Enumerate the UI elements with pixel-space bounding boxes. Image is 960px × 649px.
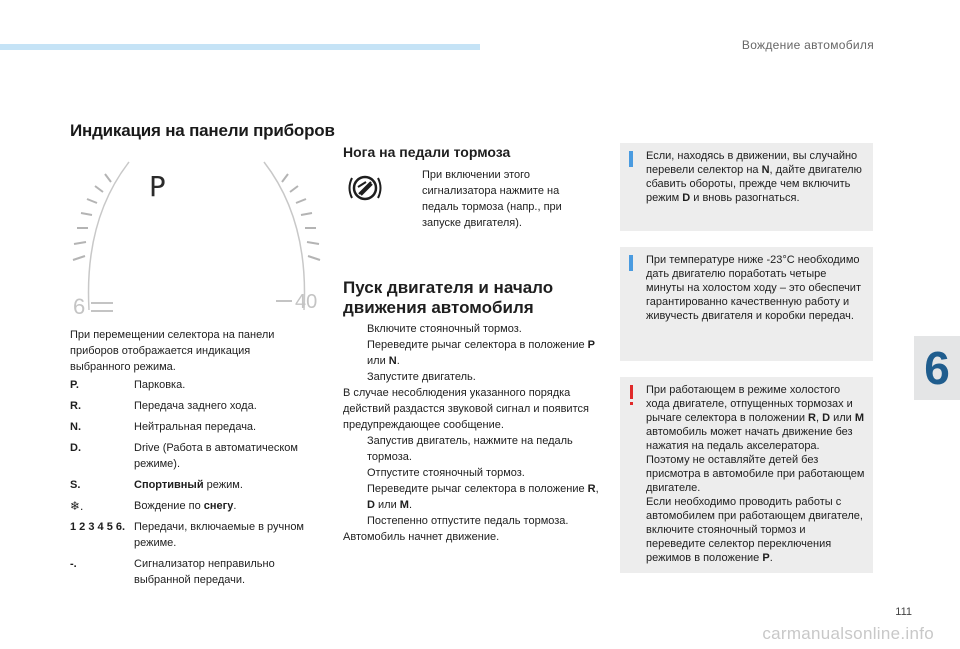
gear-indicator: P <box>149 170 166 203</box>
bullet-icon <box>343 321 367 337</box>
legend-row-d: D. Drive (Работа в автоматическом режиме). <box>70 442 298 470</box>
info-note-neutral: Если, находясь в движении, вы случайно перевели селектор на N, дайте двигателю сбавить обороты, прежде чем включить режим D и вновь разогнаться. <box>620 143 873 231</box>
legend-row-s: S. Спортивный режим. <box>70 479 243 491</box>
legend-row-p: P. Парковка. <box>70 379 186 391</box>
legend-row-manual: 1 2 3 4 5 6. Передачи, включаемые в ручном режиме. <box>70 521 304 549</box>
step-item: Переведите рычаг селектора в положение P или N. <box>343 337 605 369</box>
bullet-icon <box>343 513 367 529</box>
watermark: carmanualsonline.info <box>762 624 934 643</box>
legend-row-snow: ❄. Вождение по снегу. <box>70 499 237 513</box>
brake-instruction: При включении этого сигнализатора нажмите на педаль тормоза (напр., при запуске двигателя). <box>404 167 594 231</box>
bullet-icon <box>343 465 367 481</box>
bullet-icon <box>343 433 367 465</box>
brake-heading: Нога на педали тормоза <box>343 144 511 160</box>
left-gauge-number: 6 <box>73 294 86 317</box>
right-gauge-number: 40 <box>295 291 318 313</box>
legend-row-r: R. Передача заднего хода. <box>70 400 257 412</box>
page-number: 111 <box>895 606 912 618</box>
bullet-icon <box>404 167 422 231</box>
info-icon <box>629 255 633 271</box>
brake-pedal-icon <box>347 170 383 206</box>
warning-paragraph: В случае несоблюдения указанного порядка действий раздастся звуковой сигнал и появится предупреждающее сообщение. <box>343 387 589 431</box>
dashboard-description: При перемещении селектора на панели приборов отображается индикация выбранного режима. <box>70 329 275 373</box>
legend-row-n: N. Нейтральная передача. <box>70 421 257 433</box>
gear-legend <box>70 377 332 593</box>
snowflake-icon: ❄. <box>70 499 84 513</box>
step-item: Отпустите стояночный тормоз. <box>343 465 605 481</box>
start-heading: Пуск двигателя и начало движения автомобиля <box>343 278 554 317</box>
info-note-temperature: При температуре ниже -23°C необходимо дать двигателю поработать четыре минуты на холостом ходу – это обеспечит гарантированно качественную работу и живучесть двигателя и коробки передач. <box>620 247 873 361</box>
dashboard-illustration <box>69 160 324 317</box>
warning-icon <box>630 385 633 399</box>
left-gauge-arc <box>89 162 130 310</box>
chapter-tab: 6 <box>914 336 960 400</box>
step-item: Включите стояночный тормоз. <box>343 321 605 337</box>
warning-note: При работающем в режиме холостого хода двигателе, отпущенных тормозах и рычаге селектора в положении R, D или M автомобиль может начать движение без нажатия на педаль акселератора. Поэтому не оставляйте детей без присмотра в автомобиле при работающем двигателе. Если необходимо проводить работы с автомобилем при работающем двигателе, включите стояночный тормоз и переведите селектор переключения режимов в положение P. <box>620 377 873 573</box>
section-heading: Индикация на панели приборов <box>70 121 335 140</box>
right-gauge-arc <box>264 162 305 310</box>
step-item: Запустите двигатель. <box>343 369 605 385</box>
step-item: Постепенно отпустите педаль тормоза. <box>343 513 605 529</box>
step-item: Переведите рычаг селектора в положение R, D или M. <box>343 481 605 513</box>
info-icon <box>629 151 633 167</box>
start-steps <box>343 321 605 545</box>
step-item: Запустив двигатель, нажмите на педаль тормоза. <box>343 433 605 465</box>
legend-row-wrong: -. Сигнализатор неправильно выбранной передачи. <box>70 558 275 586</box>
bullet-icon <box>343 337 367 369</box>
chapter-title: Вождение автомобиля <box>741 38 874 52</box>
closing-text: Автомобиль начнет движение. <box>343 531 500 543</box>
bullet-icon <box>343 481 367 513</box>
header-bar <box>0 44 480 50</box>
bullet-icon <box>343 369 367 385</box>
